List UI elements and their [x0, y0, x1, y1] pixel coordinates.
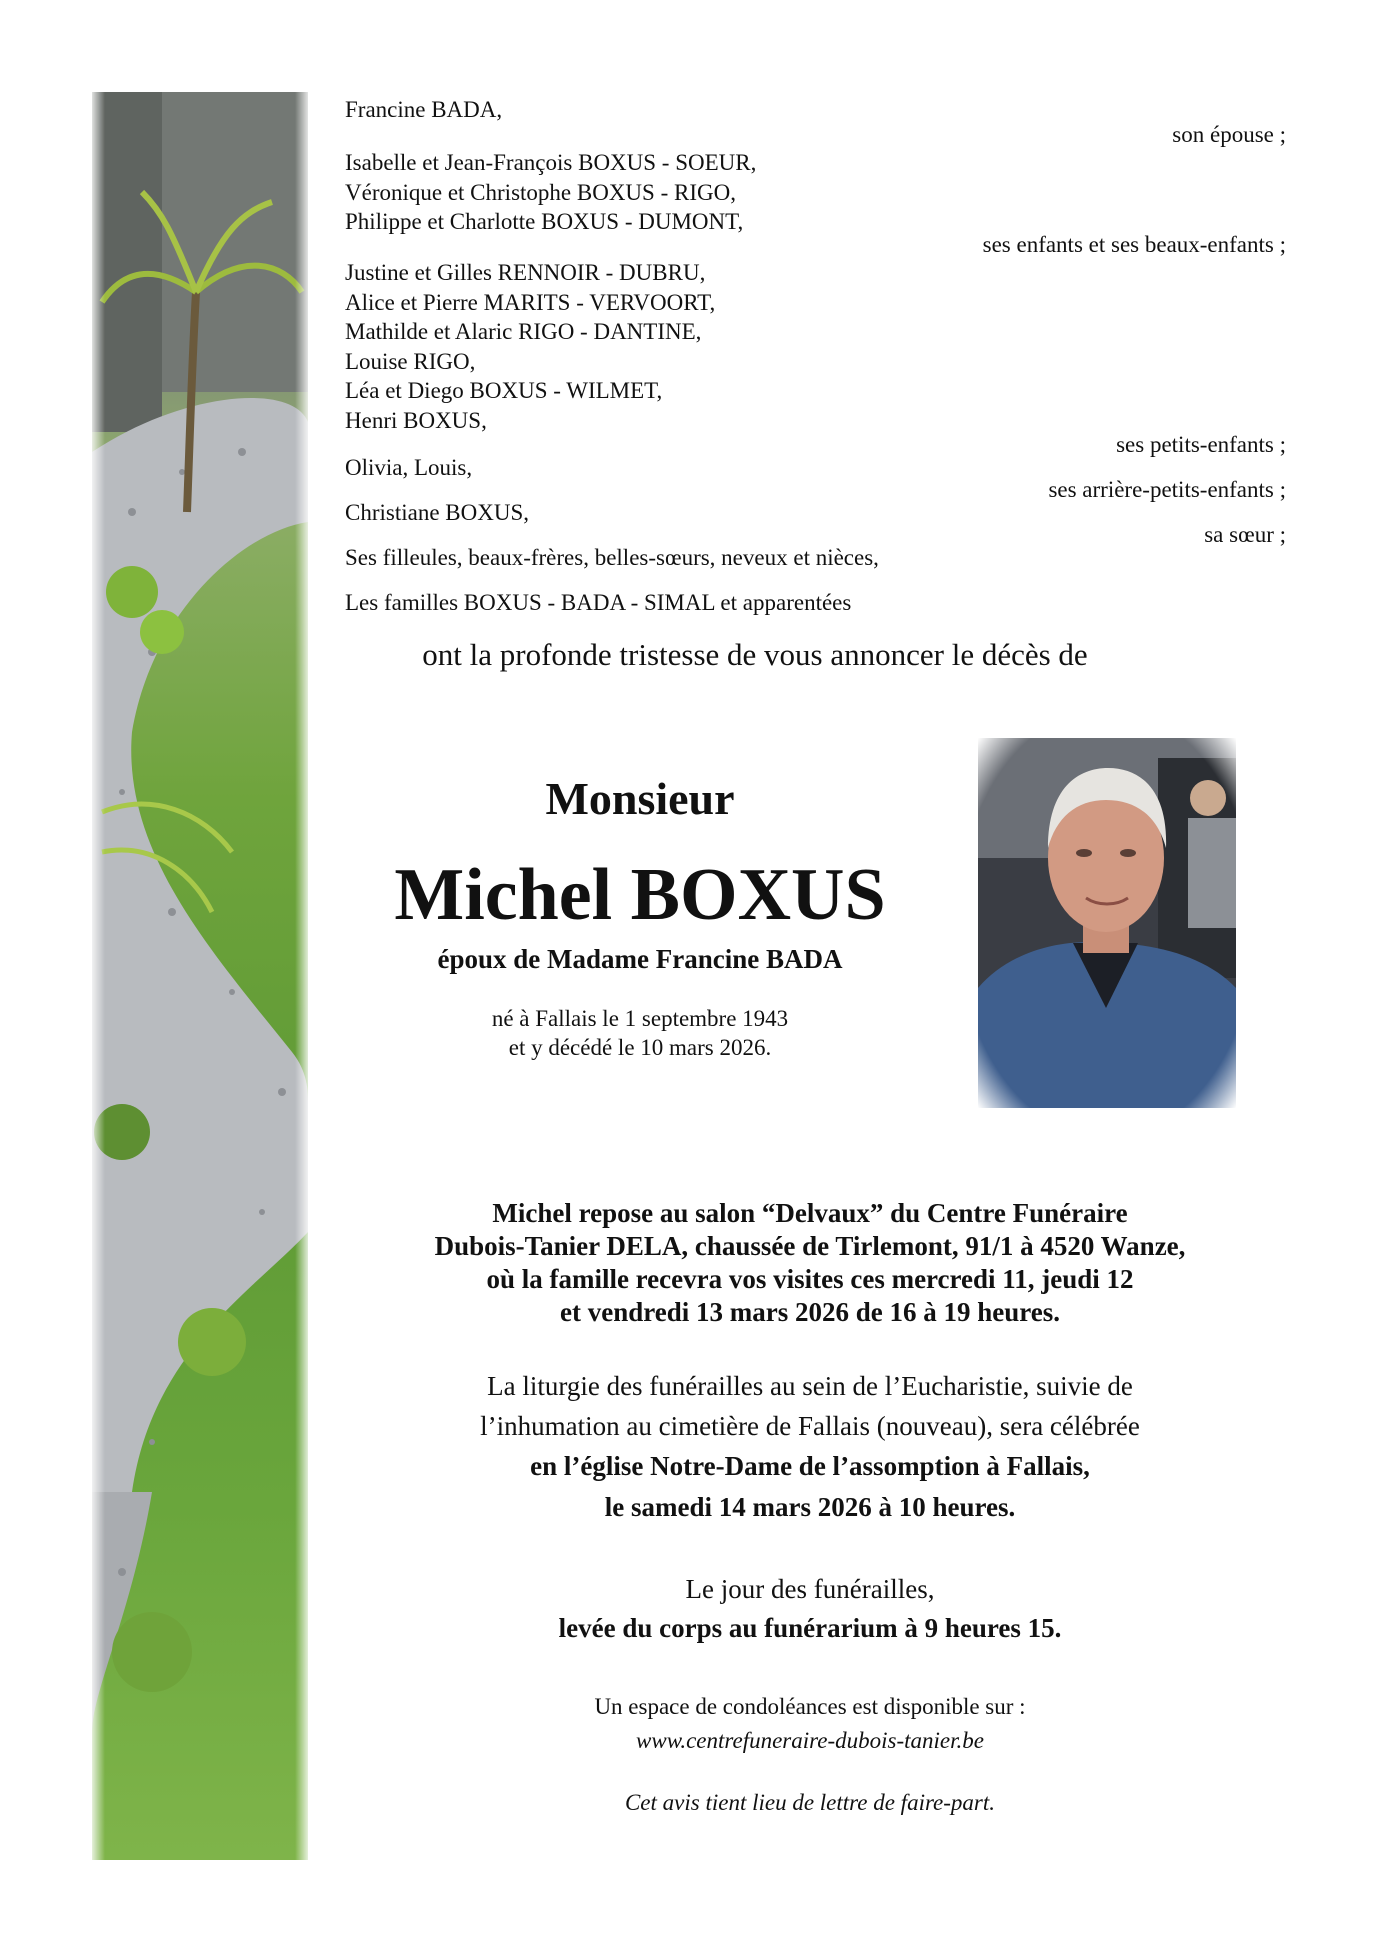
- role-great-grandchildren: ses arrière-petits-enfants ;: [1048, 477, 1286, 502]
- grandchild-name: Léa et Diego BOXUS - WILMET,: [345, 378, 663, 403]
- funeral-day-line: Le jour des funérailles,: [685, 1574, 935, 1604]
- visitation-line: où la famille recevra vos visites ces mercredi 11, jeudi 12: [486, 1264, 1134, 1294]
- role-sister: sa sœur ;: [1204, 522, 1286, 547]
- faire-part-note: Cet avis tient lieu de lettre de faire-part.: [624, 1790, 996, 1815]
- role-spouse: son épouse ;: [1172, 122, 1286, 147]
- visitation-line: Michel repose au salon “Delvaux” du Centre Funéraire: [492, 1198, 1128, 1228]
- child-name: Isabelle et Jean-François BOXUS - SOEUR,: [345, 150, 757, 175]
- grandchild-name: Alice et Pierre MARITS - VERVOORT,: [345, 290, 716, 315]
- death-line: et y décédé le 10 mars 2026.: [508, 1035, 772, 1060]
- child-name: Véronique et Christophe BOXUS - RIGO,: [345, 180, 736, 205]
- portrait-photo: [978, 738, 1236, 1108]
- condolences-line: Un espace de condoléances est disponible sur :: [594, 1694, 1026, 1719]
- liturgy-line: La liturgie des funérailles au sein de l’Eucharistie, suivie de: [487, 1371, 1133, 1401]
- great-grandchild-name: Olivia, Louis,: [345, 455, 473, 480]
- spouse-name: Francine BADA,: [345, 97, 503, 122]
- visitation-line: et vendredi 13 mars 2026 de 16 à 19 heures.: [560, 1297, 1060, 1327]
- sister-name: Christiane BOXUS,: [345, 500, 529, 525]
- condolences-url[interactable]: www.centrefuneraire-dubois-tanier.be: [636, 1728, 984, 1753]
- role-grandchildren: ses petits-enfants ;: [1116, 432, 1286, 457]
- announcement-line: ont la profonde tristesse de vous annoncer le décès de: [422, 637, 1088, 672]
- deceased-title: Monsieur: [545, 773, 735, 824]
- role-children: ses enfants et ses beaux-enfants ;: [982, 232, 1286, 257]
- families-line: Les familles BOXUS - BADA - SIMAL et apparentées: [345, 590, 852, 615]
- grandchild-name: Justine et Gilles RENNOIR - DUBRU,: [345, 260, 706, 285]
- grandchild-name: Mathilde et Alaric RIGO - DANTINE,: [345, 319, 702, 344]
- child-name: Philippe et Charlotte BOXUS - DUMONT,: [345, 209, 744, 234]
- liturgy-church: en l’église Notre-Dame de l’assomption à Fallais,: [530, 1451, 1090, 1481]
- grandchild-name: Henri BOXUS,: [345, 408, 487, 433]
- spouse-line: époux de Madame Francine BADA: [437, 944, 843, 974]
- deceased-name: Michel BOXUS: [394, 854, 886, 936]
- grandchild-name: Louise RIGO,: [345, 349, 476, 374]
- birth-line: né à Fallais le 1 septembre 1943: [491, 1006, 789, 1031]
- visitation-line: Dubois-Tanier DELA, chaussée de Tirlemont, 91/1 à 4520 Wanze,: [434, 1231, 1186, 1261]
- liturgy-date: le samedi 14 mars 2026 à 10 heures.: [604, 1492, 1016, 1522]
- levee-du-corps-line: levée du corps au funérarium à 9 heures 15.: [558, 1613, 1062, 1643]
- other-relatives: Ses filleules, beaux-frères, belles-sœurs, neveux et nièces,: [345, 545, 879, 570]
- liturgy-line: l’inhumation au cimetière de Fallais (nouveau), sera célébrée: [480, 1411, 1140, 1441]
- garden-image: [92, 92, 308, 1860]
